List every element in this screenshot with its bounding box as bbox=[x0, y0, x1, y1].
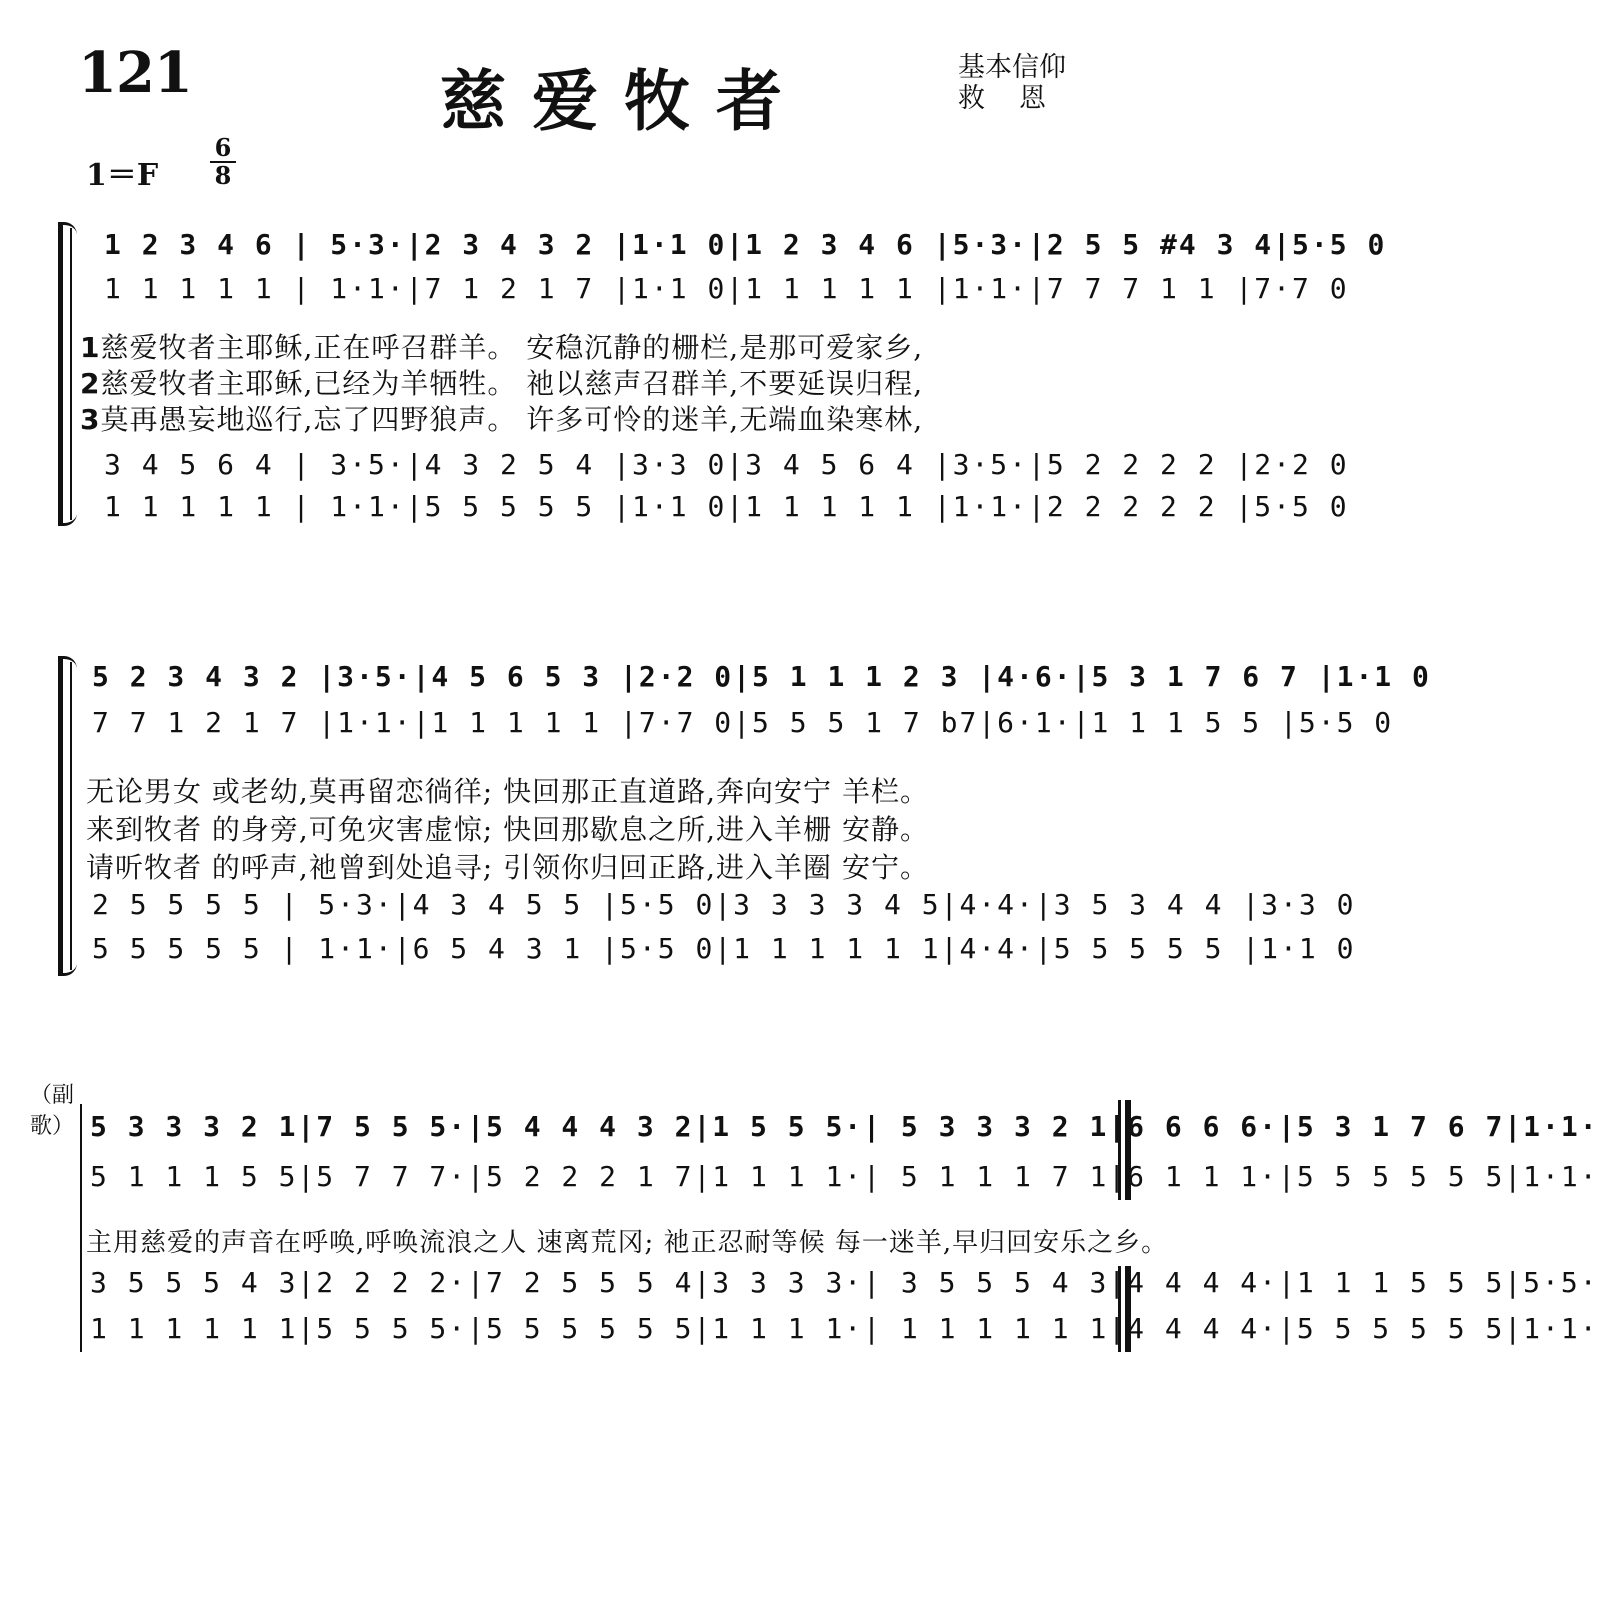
alto-line: 7 7 1 2 1 7 |1·1·|1 1 1 1 1 |7·7 0|5 5 5 1 7 b7|6·1·|1 1 1 5 5 |5·5 0 bbox=[92, 706, 1394, 739]
chorus-label: （副歌） bbox=[30, 1083, 75, 1139]
category-main: 基本信仰 bbox=[958, 52, 1066, 83]
verse-text: 无论男女 或老幼,莫再留恋徜徉; 快回那正直道路,奔向安宁 羊栏。 bbox=[86, 775, 929, 808]
lyric-verse-3 bbox=[86, 846, 929, 886]
lyric-verse-1 bbox=[86, 770, 929, 810]
key-signature: 1＝F bbox=[86, 158, 159, 193]
bass-line: 5 5 5 5 5 | 1·1·|6 5 4 3 1 |5·5 0|1 1 1 1 1 1|4·4·|5 5 5 5 5 |1·1 0 bbox=[92, 932, 1356, 965]
verse-text: 来到牧者 的身旁,可免灾害虚惊; 快回那歇息之所,进入羊栅 安静。 bbox=[86, 813, 929, 846]
final-barline-top bbox=[1118, 1100, 1131, 1200]
system-brace-line bbox=[70, 662, 72, 970]
alto-line: 5 1 1 1 5 5|5 7 7 7·|5 2 2 2 1 7|1 1 1 1·| 5 1 1 1 7 1|6 1 1 1·|5 5 5 5 5 5|1·1· bbox=[90, 1160, 1599, 1193]
time-bottom: 8 bbox=[214, 161, 232, 190]
hymn-title: 慈爱牧者 bbox=[440, 63, 808, 140]
soprano-line: 5 2 3 4 3 2 |3·5·|4 5 6 5 3 |2·2 0|5 1 1 1 2 3 |4·6·|5 3 1 7 6 7 |1·1 0 bbox=[92, 660, 1431, 693]
system-bracket bbox=[58, 662, 63, 970]
system-brace-line bbox=[80, 1104, 82, 1352]
soprano-line: 5 3 3 3 2 1|7 5 5 5·|5 4 4 4 3 2|1 5 5 5·| 5 3 3 3 2 1|6 6 6 6·|5 3 1 7 6 7|1·1· bbox=[90, 1110, 1599, 1143]
time-top: 6 bbox=[214, 133, 232, 162]
lyric-verse-3 bbox=[80, 398, 923, 438]
system-bracket bbox=[58, 228, 63, 520]
tenor-line: 3 5 5 5 4 3|2 2 2 2·|7 2 5 5 5 4|3 3 3 3·| 3 5 5 5 4 3|4 4 4 4·|1 1 1 5 5 5|5·5· bbox=[90, 1266, 1599, 1299]
alto-line: 1 1 1 1 1 | 1·1·|7 1 2 1 7 |1·1 0|1 1 1 1 1 |1·1·|7 7 7 1 1 |7·7 0 bbox=[104, 272, 1349, 305]
lyric-verse-1 bbox=[80, 326, 923, 366]
verse-number: 3 bbox=[80, 403, 101, 436]
bass-line: 1 1 1 1 1 | 1·1·|5 5 5 5 5 |1·1 0|1 1 1 1 1 |1·1·|2 2 2 2 2 |5·5 0 bbox=[104, 490, 1349, 523]
lyric-verse-2 bbox=[80, 362, 923, 402]
time-signature bbox=[210, 133, 236, 190]
verse-text: 慈爱牧者主耶稣,已经为羊牺牲。 祂以慈声召群羊,不要延误归程, bbox=[100, 367, 924, 400]
tenor-line: 2 5 5 5 5 | 5·3·|4 3 4 5 5 |5·5 0|3 3 3 3 4 5|4·4·|3 5 3 4 4 |3·3 0 bbox=[92, 888, 1356, 921]
lyric-chorus bbox=[86, 1222, 1168, 1259]
verse-number: 2 bbox=[80, 367, 101, 400]
verse-text: 请听牧者 的呼声,祂曾到处追寻; 引领你归回正路,进入羊圈 安宁。 bbox=[86, 851, 929, 884]
soprano-line: 1 2 3 4 6 | 5·3·|2 3 4 3 2 |1·1 0|1 2 3 4 6 |5·3·|2 5 5 #4 3 4|5·5 0 bbox=[104, 228, 1387, 261]
verse-text: 慈爱牧者主耶稣,正在呼召群羊。 安稳沉静的栅栏,是那可爱家乡, bbox=[100, 331, 924, 364]
chorus-text: 主用慈爱的声音在呼唤,呼唤流浪之人 速离荒冈; 祂正忍耐等候 每一迷羊,早归回安乐之乡。 bbox=[86, 1228, 1169, 1258]
verse-number: 1 bbox=[80, 331, 101, 364]
verse-text: 莫再愚妄地巡行,忘了四野狼声。 许多可怜的迷羊,无端血染寒林, bbox=[100, 403, 924, 436]
bass-line: 1 1 1 1 1 1|5 5 5 5·|5 5 5 5 5 5|1 1 1 1·| 1 1 1 1 1 1|4 4 4 4·|5 5 5 5 5 5|1·1· bbox=[90, 1312, 1599, 1345]
lyric-verse-2 bbox=[86, 808, 929, 848]
system-brace-line bbox=[70, 228, 72, 520]
category-block bbox=[958, 52, 1080, 114]
category-sub: 救恩 bbox=[958, 83, 1080, 114]
tenor-line: 3 4 5 6 4 | 3·5·|4 3 2 5 4 |3·3 0|3 4 5 6 4 |3·5·|5 2 2 2 2 |2·2 0 bbox=[104, 448, 1349, 481]
hymn-number: 121 bbox=[78, 40, 192, 106]
final-barline-bottom bbox=[1118, 1266, 1131, 1352]
